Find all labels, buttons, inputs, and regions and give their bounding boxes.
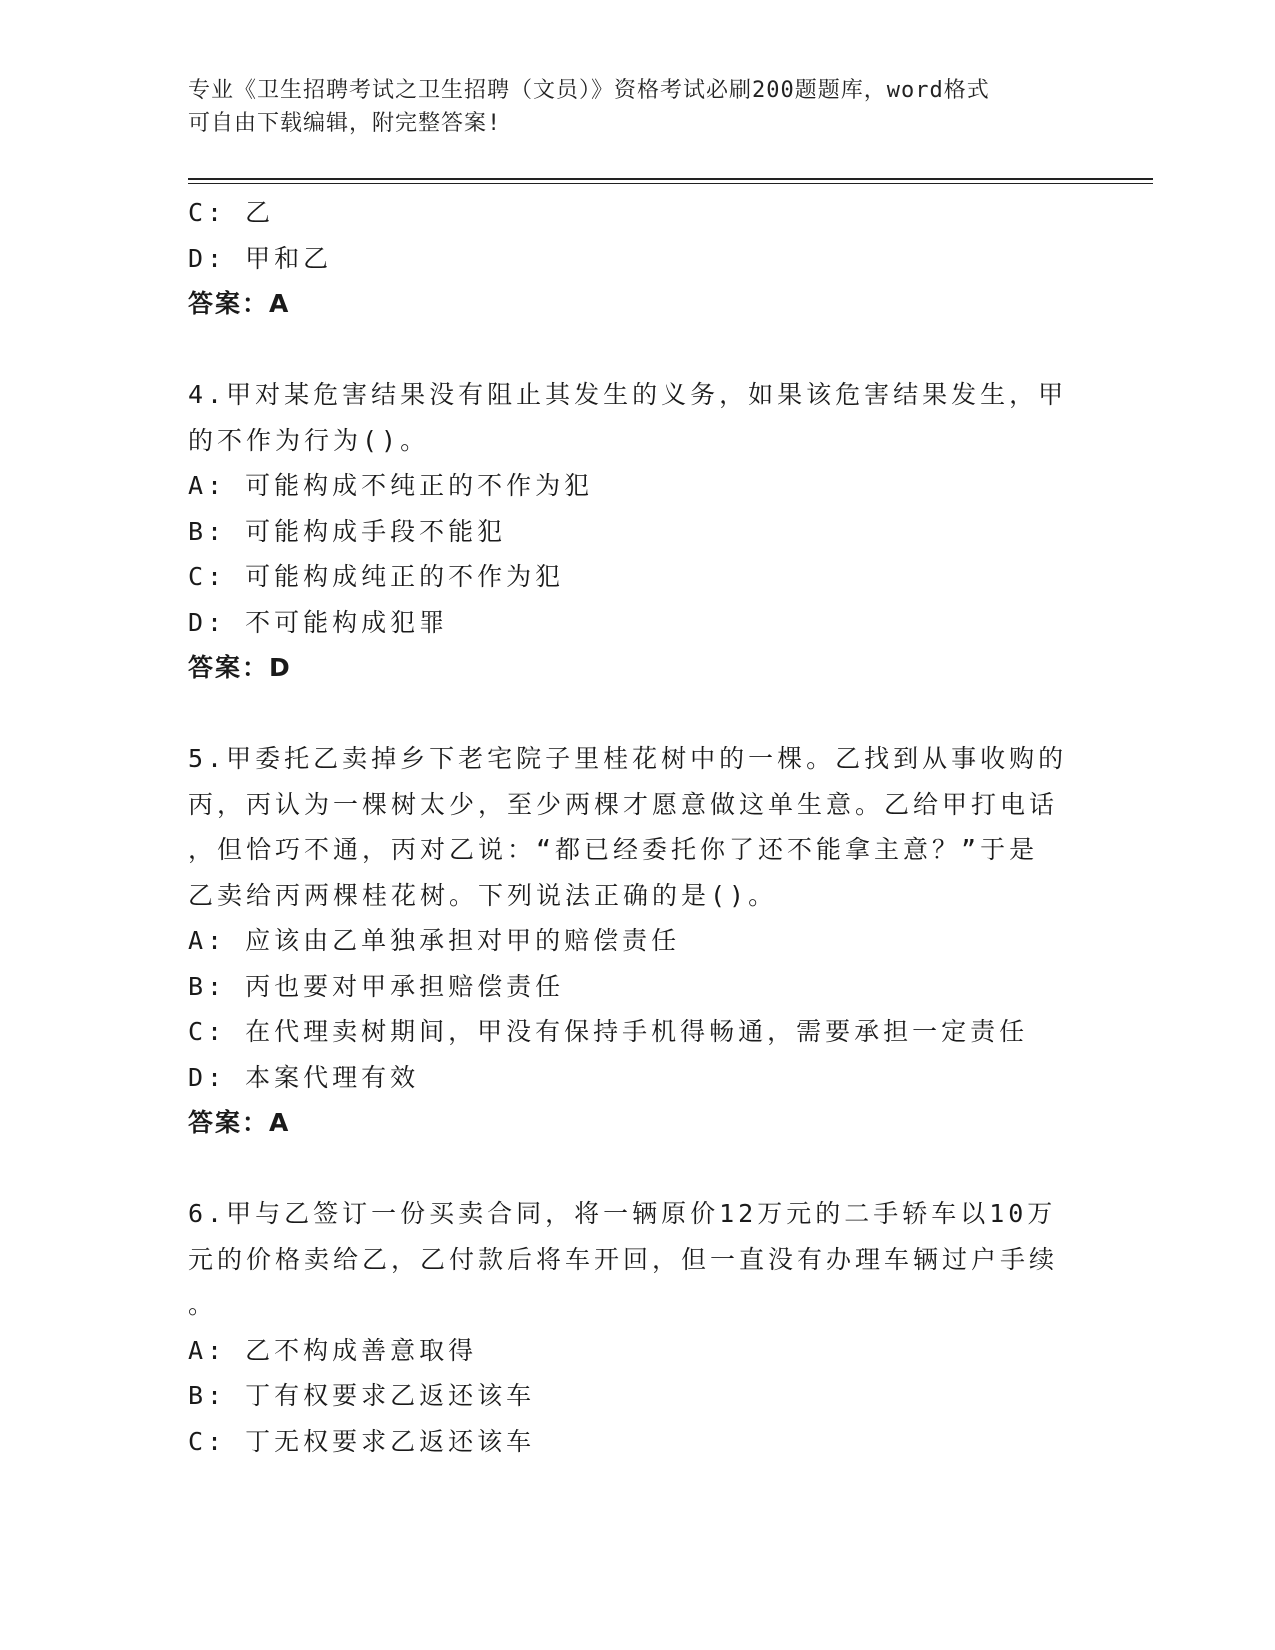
question-3-tail <box>188 190 1068 327</box>
q4-option-d: D: 不可能构成犯罪 <box>188 607 449 637</box>
q5-answer: 答案：A <box>188 1108 291 1137</box>
q5-option-c: C: 在代理卖树期间，甲没有保持手机得畅通，需要承担一定责任 <box>188 1017 1029 1046</box>
q6-stem-line3: 。 <box>188 1290 218 1319</box>
q6-stem-line2: 元的价格卖给乙，乙付款后将车开回，但一直没有办理车辆过户手续 <box>188 1244 1059 1274</box>
document-header <box>188 74 1068 140</box>
q4-option-a: A: 可能构成不纯正的不作为犯 <box>188 471 594 500</box>
header-rule-thick <box>188 178 1153 180</box>
question-6 <box>188 1191 1068 1464</box>
q5-stem-line2: 丙，丙认为一棵树太少，至少两棵才愿意做这单生意。乙给甲打电话 <box>188 789 1059 819</box>
spacer <box>188 1146 1068 1192</box>
spacer <box>188 327 1068 373</box>
q5-option-b: B: 丙也要对甲承担赔偿责任 <box>188 971 565 1001</box>
q6-option-b: B: 丁有权要求乙返还该车 <box>188 1381 536 1410</box>
document-body <box>188 190 1068 1464</box>
q6-stem-line1: 6.甲与乙签订一份买卖合同，将一辆原价12万元的二手轿车以10万 <box>188 1199 1057 1228</box>
q3-option-c: C: 乙 <box>188 198 275 227</box>
header-rule-thin <box>188 183 1153 184</box>
q4-option-c: C: 可能构成纯正的不作为犯 <box>188 562 565 591</box>
q4-answer: 答案：D <box>188 653 292 682</box>
q3-option-d: D: 甲和乙 <box>188 243 333 273</box>
q6-option-c: C: 丁无权要求乙返还该车 <box>188 1426 536 1456</box>
header-title-line1: 专业《卫生招聘考试之卫生招聘（文员）》资格考试必刷200题题库，word格式 <box>188 78 990 103</box>
q5-stem-line4: 乙卖给丙两棵桂花树。下列说法正确的是()。 <box>188 880 778 910</box>
q5-stem-line1: 5.甲委托乙卖掉乡下老宅院子里桂花树中的一棵。乙找到从事收购的 <box>188 744 1068 773</box>
question-5 <box>188 736 1068 1146</box>
q4-stem-line2: 的不作为行为()。 <box>188 425 430 455</box>
spacer <box>188 691 1068 737</box>
q5-option-d: D: 本案代理有效 <box>188 1062 420 1092</box>
q5-option-a: A: 应该由乙单独承担对甲的赔偿责任 <box>188 926 681 955</box>
q4-stem-line1: 4.甲对某危害结果没有阻止其发生的义务，如果该危害结果发生，甲 <box>188 380 1068 409</box>
question-4 <box>188 372 1068 691</box>
header-title-line2: 可自由下载编辑，附完整答案! <box>188 111 502 136</box>
q3-answer: 答案：A <box>188 289 291 318</box>
q5-stem-line3: ，但恰巧不通，丙对乙说：“都已经委托你了还不能拿主意？”于是 <box>188 835 1039 864</box>
q4-option-b: B: 可能构成手段不能犯 <box>188 516 507 546</box>
q6-option-a: A: 乙不构成善意取得 <box>188 1335 478 1365</box>
